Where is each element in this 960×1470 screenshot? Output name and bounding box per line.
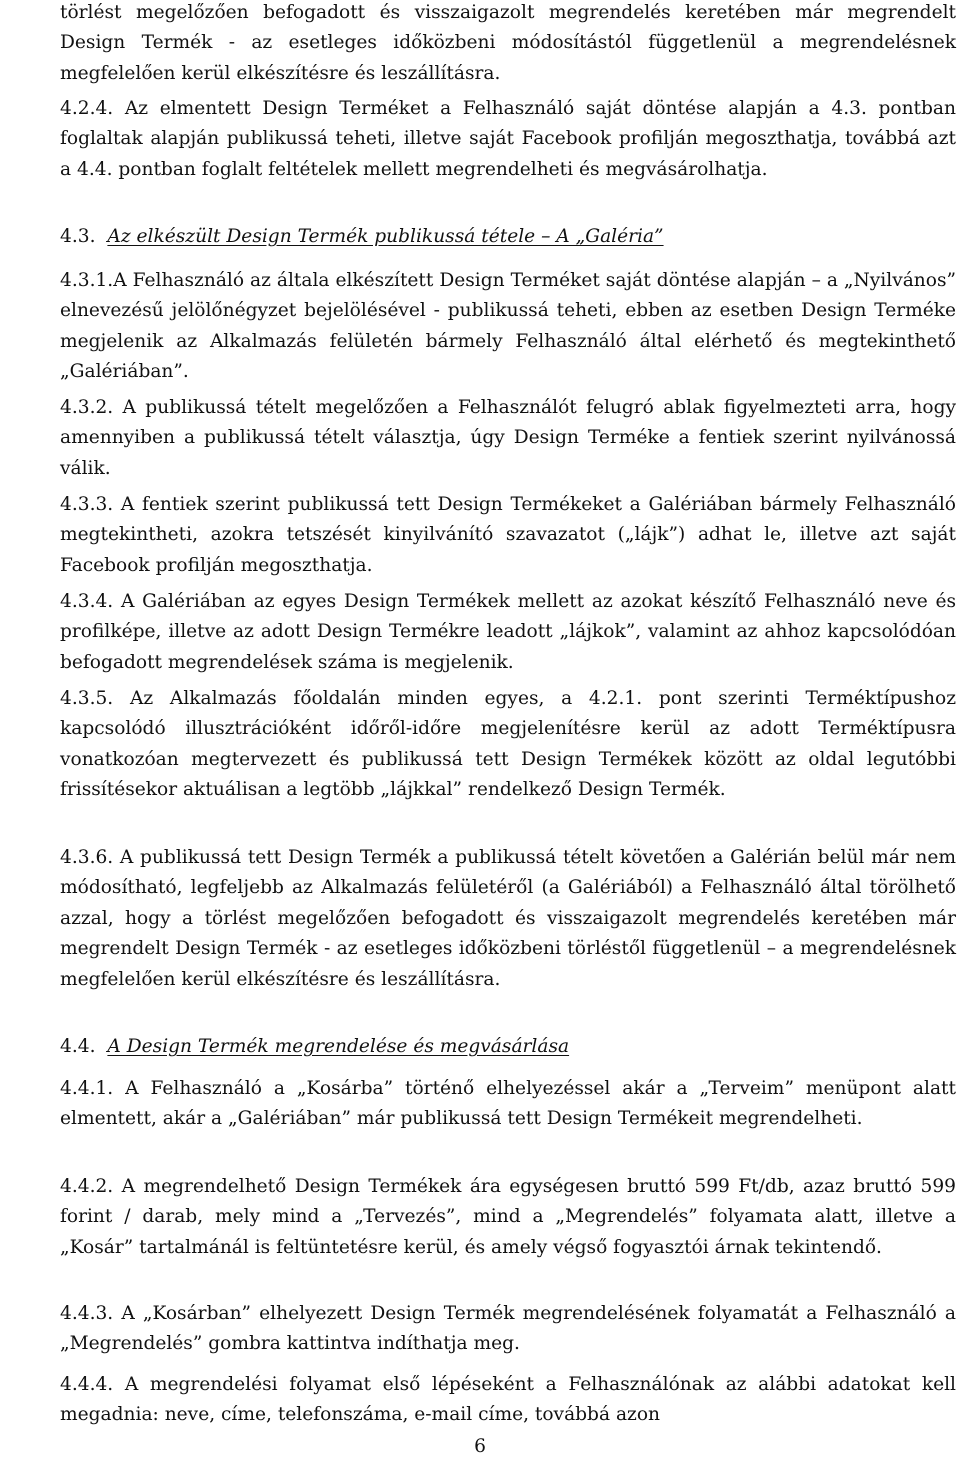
section-heading-4-3: [60, 222, 956, 252]
paragraph-4-3-2: 4.3.2. A publikussá tételt megelőzően a Felhasználót felugró ablak figyelmezteti arra, hogy amennyiben a publikussá tételt választja, úgy Design Terméke a fentiek szerint nyilvánossá válik.: [60, 397, 956, 479]
section-number: 4.4.: [60, 1036, 96, 1057]
paragraph-continued-4-2-3: törlést megelőzően befogadott és visszaigazolt megrendelés keretében már megrendelt Design Termék - az esetleges időközbeni módosítástól függetlenül a megrendelésnek megfelelően kerül elkészítésre és leszállításra.: [60, 2, 956, 84]
paragraph-4-3-5: 4.3.5. Az Alkalmazás főoldalán minden egyes, a 4.2.1. pont szerinti Terméktípushoz kapcsolódó illusztrációként időről-időre megjelenítésre kerül az adott Terméktípusra vonatkozóan megtervezett és publikussá tett Design Termékek között az oldal legutóbbi frissítésekor aktuálisan a legtöbb „lájkkal” rendelkező Design Termék.: [60, 688, 956, 801]
paragraph-4-2-4: 4.2.4. Az elmentett Design Terméket a Felhasználó saját döntése alapján a 4.3. pontban foglaltak alapján publikussá teheti, illetve saját Facebook profilján megoszthatja, továbbá azt a 4.4. pontban foglalt feltételek mellett megrendelheti és megvásárolhatja.: [60, 98, 956, 180]
paragraph-4-3-1: 4.3.1.A Felhasználó az általa elkészített Design Terméket saját döntése alapján – a „Nyilvános” elnevezésű jelölőnégyzet bejelölésével - publikussá teheti, ebben az esetben Design Terméke megjelenik az Alkalmazás felületén bármely Felhasználó által elérhető és megtekinthető „Galériában”.: [60, 270, 956, 383]
paragraph-4-3-6: 4.3.6. A publikussá tett Design Termék a publikussá tételt követően a Galérián belül már nem módosítható, legfeljebb az Alkalmazás felületéről (a Galériából) a Felhasználó által törölhető azzal, hogy a törlést megelőzően befogadott és visszaigazolt megrendelés keretében már megrendelt Design Termék - az esetleges időközbeni törléstől függetlenül – a megrendelésnek megfelelően kerül elkészítésre és leszállításra.: [60, 847, 956, 990]
section-number: 4.3.: [60, 226, 96, 247]
paragraph-4-4-1: 4.4.1. A Felhasználó a „Kosárba” történő elhelyezéssel akár a „Terveim” menüpont alatt elmentett, akár a „Galériában” már publikussá tett Design Termékeit megrendelheti.: [60, 1078, 956, 1130]
section-title: A Design Termék megrendelése és megvásárlása: [107, 1036, 570, 1057]
section-title: Az elkészült Design Termék publikussá tétele – A „Galéria”: [107, 226, 664, 247]
paragraph-4-4-4: 4.4.4. A megrendelési folyamat első lépéseként a Felhasználónak az alábbi adatokat kell megadnia: neve, címe, telefonszáma, e-mail címe, továbbá azon: [60, 1374, 956, 1426]
paragraph-4-4-2: 4.4.2. A megrendelhető Design Termékek ára egységesen bruttó 599 Ft/db, azaz bruttó 599 forint / darab, mely mind a „Tervezés”, mind a „Megrendelés” folyamata alatt, illetve a „Kosár” tartalmánál is feltüntetésre kerül, és amely végső fogyasztói árnak tekintendő.: [60, 1176, 956, 1258]
paragraph-4-3-4: 4.3.4. A Galériában az egyes Design Termékek mellett az azokat készítő Felhasználó neve és profilképe, illetve az adott Design Termékre leadott „lájkok”, valamint az ahhoz kapcsolódóan befogadott megrendelések száma is megjelenik.: [60, 591, 956, 673]
paragraph-4-4-3: 4.4.3. A „Kosárban” elhelyezett Design Termék megrendelésének folyamatát a Felhasználó a „Megrendelés” gombra kattintva indíthatja meg.: [60, 1303, 956, 1355]
section-heading-4-4: [60, 1032, 956, 1062]
paragraph-4-3-3: 4.3.3. A fentiek szerint publikussá tett Design Termékeket a Galériában bármely Felhasználó megtekintheti, azokra tetszését kinyilvánító szavazatot („lájk”) adhat le, illetve azt saját Facebook profilján megoszthatja.: [60, 494, 956, 576]
page-number: 6: [474, 1436, 486, 1457]
